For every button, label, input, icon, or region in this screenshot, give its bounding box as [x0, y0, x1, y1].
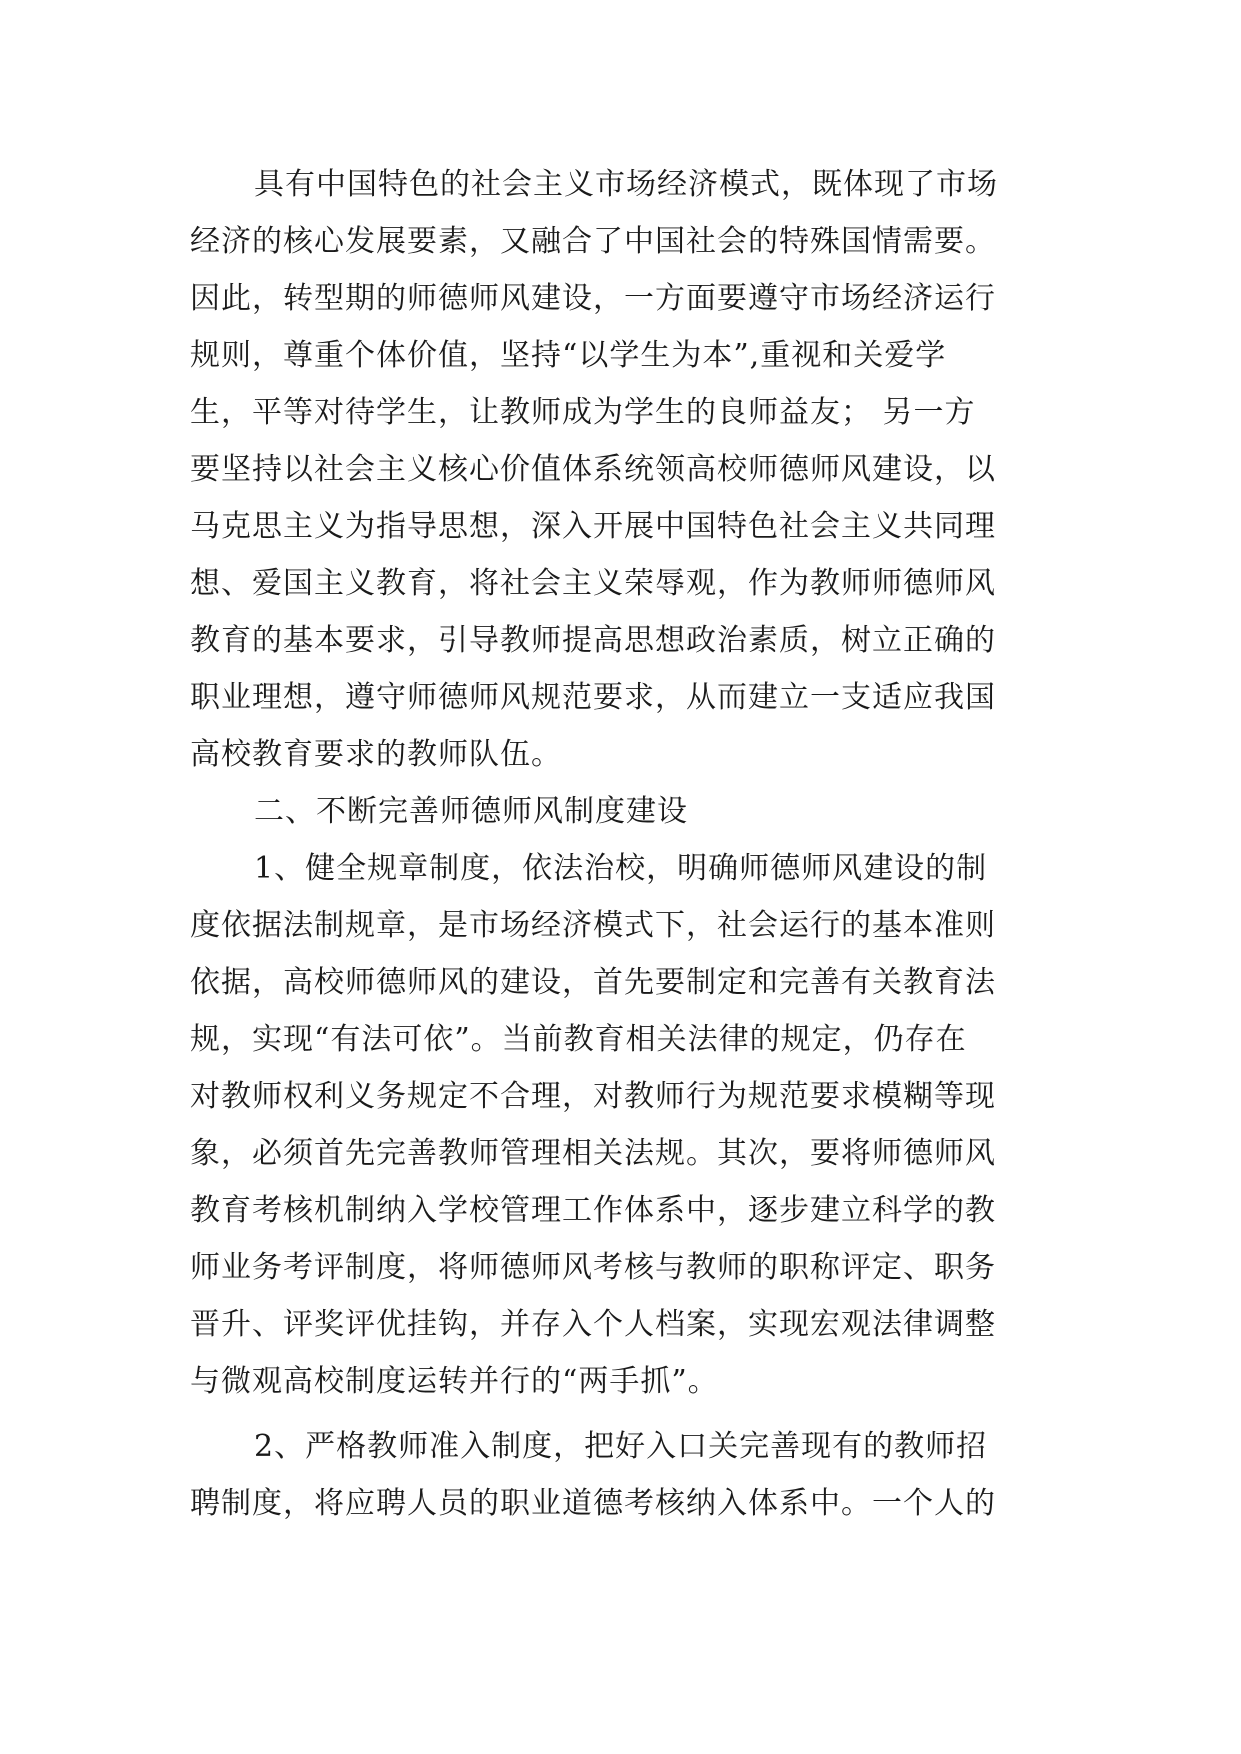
paragraph-line: 晋升、评奖评优挂钩，并存入个人档案，实现宏观法律调整 [190, 1307, 996, 1342]
document-body [190, 156, 1050, 1532]
paragraph-line: 经济的核心发展要素，又融合了中国社会的特殊国情需要。 [190, 224, 996, 259]
paragraph-line: 2、严格教师准入制度，把好入口关完善现有的教师招 [254, 1429, 988, 1464]
paragraph-line: 生，平等对待学生，让教师成为学生的良师益友； 另一方 [190, 395, 976, 430]
paragraph-line: 规，实现“有法可依”。当前教育相关法律的规定，仍存在 [190, 1022, 967, 1057]
paragraph-line: 师业务考评制度，将师德师风考核与教师的职称评定、职务 [190, 1250, 996, 1285]
paragraph-spacer [190, 1410, 1050, 1418]
paragraph-line: 象，必须首先完善教师管理相关法规。其次，要将师德师风 [190, 1136, 996, 1171]
paragraph-line: 度依据法制规章，是市场经济模式下，社会运行的基本准则 [190, 908, 996, 943]
paragraph-line: 教育考核机制纳入学校管理工作体系中，逐步建立科学的教 [190, 1193, 996, 1228]
paragraph-line: 因此，转型期的师德师风建设，一方面要遵守市场经济运行 [190, 281, 996, 316]
paragraph-1 [190, 156, 1050, 783]
paragraph-line: 教育的基本要求，引导教师提高思想政治素质，树立正确的 [190, 623, 996, 658]
paragraph-line: 聘制度，将应聘人员的职业道德考核纳入体系中。一个人的 [190, 1486, 996, 1521]
paragraph-2 [190, 840, 1050, 1410]
paragraph-line: 要坚持以社会主义核心价值体系统领高校师德师风建设，以 [190, 452, 996, 487]
paragraph-line: 与微观高校制度运转并行的“两手抓”。 [190, 1364, 719, 1399]
paragraph-line: 马克思主义为指导思想，深入开展中国特色社会主义共同理 [190, 509, 996, 544]
paragraph-line: 职业理想，遵守师德师风规范要求，从而建立一支适应我国 [190, 680, 996, 715]
paragraph-line: 想、爱国主义教育，将社会主义荣辱观，作为教师师德师风 [190, 566, 996, 601]
section-heading: 二、不断完善师德师风制度建设 [254, 794, 688, 829]
paragraph-line: 1、健全规章制度，依法治校，明确师德师风建设的制 [254, 851, 988, 886]
paragraph-line: 规则，尊重个体价值，坚持“以学生为本”,重视和关爱学 [190, 338, 947, 373]
paragraph-3 [190, 1418, 1050, 1532]
paragraph-line: 对教师权利义务规定不合理，对教师行为规范要求模糊等现 [190, 1079, 996, 1114]
paragraph-line: 具有中国特色的社会主义市场经济模式，既体现了市场 [254, 167, 998, 202]
paragraph-line: 依据，高校师德师风的建设，首先要制定和完善有关教育法 [190, 965, 996, 1000]
paragraph-line: 高校教育要求的教师队伍。 [190, 737, 562, 772]
